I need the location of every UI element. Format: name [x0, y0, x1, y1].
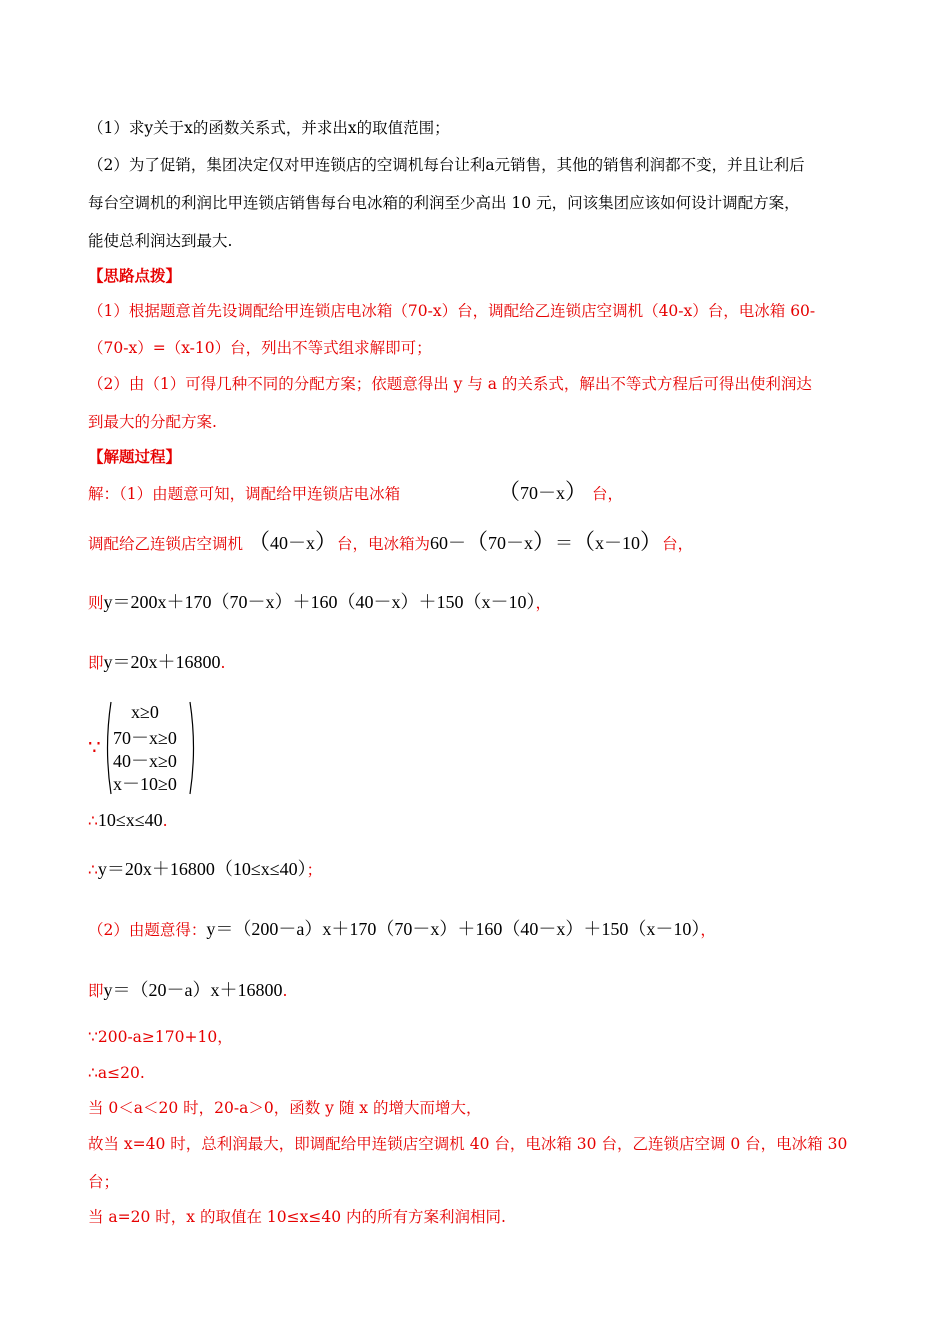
solution-step-2	[88, 529, 694, 554]
since-symbol: ∵	[88, 735, 101, 759]
solution-step-14: 当 a=20 时，x 的取值在 10≤x≤40 内的所有方案利润相同.	[88, 1208, 506, 1226]
step-3-prefix: 则	[88, 594, 104, 612]
step-9-prefix: 即	[88, 982, 104, 1000]
hint-line-1: （1）根据题意首先设调配给甲连锁店电冰箱（70-x）台，调配给乙连锁店空调机（40-x）台，电冰箱 60-	[88, 302, 816, 320]
step-8-text: （2）由题意得：	[88, 921, 207, 939]
solution-step-3	[88, 592, 551, 613]
solution-step-1	[88, 479, 623, 504]
solution-step-8	[88, 919, 716, 940]
step-2-equals: ＝	[555, 533, 574, 553]
step-2-unit: 台，	[662, 535, 694, 553]
hint-line-2: （70-x）=（x-10）台，列出不等式组求解即可；	[88, 339, 432, 357]
step-9-expression: y＝（20－a）x＋16800	[103, 980, 283, 1000]
step-2-expression-3: （70－x）	[466, 529, 556, 554]
question-part-2-line-1: （2）为了促销，集团决定仅对甲连锁店的空调机每台让利a元销售，其他的销售利润都不变，并且让利后	[88, 156, 805, 174]
step-6-end: .	[162, 812, 168, 830]
step-1-unit: 台，	[591, 485, 623, 503]
question-part-2-line-2: 每台空调机的利润比甲连锁店销售每台电冰箱的利润至少高出 10 元，问该集团应该如何设计调配方案，	[88, 194, 800, 212]
system-row-4: x－10≥0	[113, 774, 177, 794]
solution-step-6	[88, 810, 168, 831]
step-4-expression: y＝20x＋16800	[103, 652, 221, 672]
question-part-1: （1）求y关于x的函数关系式，并求出x的取值范围；	[88, 119, 450, 137]
solution-step-4	[88, 652, 225, 673]
step-7-prefix: ∴	[88, 861, 98, 879]
solution-step-11: ∴a≤20.	[88, 1064, 145, 1082]
system-row-2: 70－x≥0	[113, 728, 177, 748]
solution-step-9	[88, 980, 287, 1001]
step-6-prefix: ∴	[88, 812, 98, 830]
step-4-end: .	[220, 654, 226, 672]
step-8-end: ，	[700, 921, 716, 939]
step-2-text: 调配给乙连锁店空调机	[88, 535, 244, 553]
solution-step-12: 当 0＜a＜20 时，20-a＞0，函数 y 随 x 的增大而增大，	[88, 1099, 482, 1117]
hint-line-4: 到最大的分配方案.	[88, 413, 217, 431]
inequality-system	[103, 700, 198, 796]
step-1-text: 解：（1）由题意可知，调配给甲连锁店电冰箱	[88, 485, 401, 503]
solution-step-13-line-1: 故当 x=40 时，总利润最大，即调配给甲连锁店空调机 40 台，电冰箱 30 台，乙连锁店空调 0 台，电冰箱 30	[88, 1135, 848, 1153]
step-2-mid: 台，电冰箱为	[336, 535, 430, 553]
step-3-end: ，	[535, 594, 552, 612]
hint-heading: 【思路点拨】	[88, 266, 182, 285]
step-4-prefix: 即	[88, 654, 104, 672]
question-part-2-line-3: 能使总利润达到最大.	[88, 232, 233, 250]
solution-step-10: ∵200-a≥170+10，	[88, 1028, 233, 1046]
hint-line-3: （2）由（1）可得几种不同的分配方案；依题意得出 y 与 a 的关系式，解出不等式方程后可得出使利润达	[88, 375, 812, 393]
system-row-3: 40－x≥0	[113, 751, 177, 771]
step-2-expression-2: 60－	[430, 533, 466, 553]
step-2-expression-1: （40－x）	[247, 529, 337, 554]
solution-heading: 【解题过程】	[88, 447, 182, 466]
step-8-expression: y＝（200－a）x＋170（70－x）＋160（40－x）＋150（x－10）	[206, 919, 701, 939]
solution-step-13-line-2: 台；	[88, 1173, 120, 1191]
step-2-expression-4: （x－10）	[573, 529, 663, 554]
system-row-1: x≥0	[131, 702, 159, 722]
step-3-expression: y＝200x＋170（70－x）＋160（40－x）＋150（x－10）	[103, 592, 536, 612]
solution-step-7	[88, 859, 322, 880]
step-1-expression: （70－x）	[498, 479, 588, 504]
step-7-expression: y＝20x＋16800（10≤x≤40）	[97, 859, 307, 879]
step-6-expression: 10≤x≤40	[97, 810, 163, 830]
step-7-end: ；	[306, 861, 323, 879]
step-9-end: .	[282, 982, 288, 1000]
